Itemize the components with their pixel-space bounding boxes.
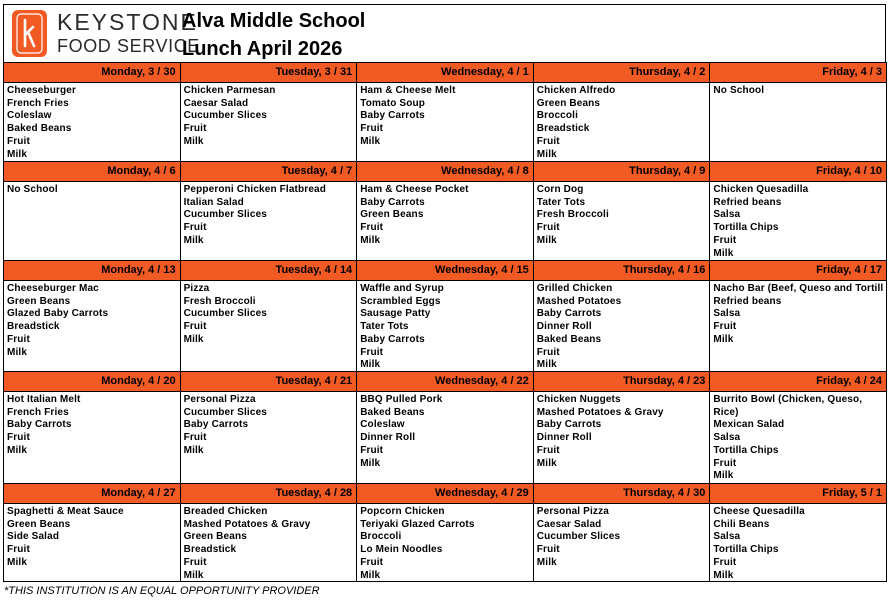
menu-item: Fruit	[183, 222, 207, 234]
menu-item: Breadstick	[183, 544, 237, 556]
menu-item: Coleslaw	[360, 419, 405, 431]
menu-item: Chicken Quesadilla	[713, 184, 809, 195]
day-header: Thursday, 4 / 23	[534, 372, 710, 392]
menu-items	[357, 83, 533, 149]
menu-items	[534, 504, 710, 570]
menu-item: Fruit	[713, 234, 737, 246]
day-cell	[710, 261, 887, 372]
menu-item: BBQ Pulled Pork	[360, 394, 443, 405]
menu-item: Caesar Salad	[536, 518, 602, 530]
day-header: Monday, 3 / 30	[4, 63, 180, 83]
menu-item: Milk	[360, 135, 381, 147]
keystone-logo-badge	[12, 10, 47, 57]
menu-items	[357, 281, 533, 372]
menu-item: Mexican Salad	[713, 419, 785, 431]
menu-item: Baked Beans	[536, 333, 602, 345]
day-header: Friday, 4 / 10	[710, 162, 886, 182]
menu-item: Refried beans	[713, 196, 782, 208]
day-header: Wednesday, 4 / 22	[357, 372, 533, 392]
menu-item: Fresh Broccoli	[536, 209, 609, 221]
menu-item: Green Beans	[7, 295, 71, 307]
day-header: Friday, 4 / 3	[710, 63, 886, 83]
k-letter-icon	[12, 10, 47, 57]
menu-item: Fruit	[536, 544, 560, 556]
menu-item: Italian Salad	[183, 196, 244, 208]
menu-item: Fruit	[360, 346, 384, 358]
menu-item: Broccoli	[536, 110, 579, 122]
menu-items	[4, 504, 180, 570]
menu-item: Fruit	[536, 135, 560, 147]
menu-item: Breaded Chicken	[183, 506, 268, 517]
day-cell	[181, 261, 358, 372]
day-header: Thursday, 4 / 16	[534, 261, 710, 281]
day-cell	[181, 162, 358, 261]
menu-item: Tortilla Chips	[713, 444, 779, 456]
day-header: Monday, 4 / 20	[4, 372, 180, 392]
menu-items	[710, 83, 886, 98]
menu-items	[534, 182, 710, 248]
menu-item: Chili Beans	[713, 518, 770, 530]
day-header: Monday, 4 / 6	[4, 162, 180, 182]
menu-item: Sausage Patty	[360, 308, 431, 320]
equal-opportunity-note: *THIS INSTITUTION IS AN EQUAL OPPORTUNITY PROVIDER	[4, 585, 320, 597]
menu-item: Cucumber Slices	[183, 308, 267, 320]
menu-header	[3, 4, 886, 62]
menu-item: Milk	[183, 444, 204, 456]
menu-item: Personal Pizza	[183, 394, 256, 405]
menu-item: Tortilla Chips	[713, 544, 779, 556]
menu-item: Pepperoni Chicken Flatbread	[183, 184, 327, 195]
menu-item: Spaghetti & Meat Sauce	[7, 506, 124, 517]
menu-item: Waffle and Syrup	[360, 283, 444, 294]
menu-item: Milk	[7, 556, 28, 568]
day-cell	[710, 372, 887, 484]
menu-item: Green Beans	[536, 97, 601, 109]
day-header: Monday, 4 / 27	[4, 484, 180, 504]
menu-item: Milk	[536, 234, 557, 246]
menu-item: Refried beans	[713, 295, 782, 307]
menu-item: Burrito Bowl (Chicken, Queso, Rice)	[713, 394, 863, 418]
menu-item: Tater Tots	[360, 321, 409, 333]
menu-items	[534, 281, 710, 372]
menu-item: Baby Carrots	[360, 110, 425, 122]
menu-items	[710, 392, 886, 483]
menu-item: Tomato Soup	[360, 97, 425, 109]
menu-item: Milk	[713, 333, 734, 345]
day-header: Tuesday, 4 / 21	[181, 372, 357, 392]
day-header: Wednesday, 4 / 29	[357, 484, 533, 504]
menu-item: Cheese Quesadilla	[713, 506, 805, 517]
menu-item: Side Salad	[7, 531, 60, 543]
menu-item: Tater Tots	[536, 196, 586, 208]
menu-item: Popcorn Chicken	[360, 506, 445, 517]
day-header: Tuesday, 4 / 28	[181, 484, 357, 504]
menu-item: Caesar Salad	[183, 97, 249, 109]
day-cell	[357, 372, 534, 484]
menu-item: Chicken Nuggets	[536, 394, 621, 405]
menu-items	[4, 83, 180, 161]
menu-item: Fruit	[713, 321, 737, 333]
menu-item: Baby Carrots	[183, 419, 249, 431]
menu-item: Cheeseburger Mac	[7, 283, 99, 294]
menu-item: Fruit	[536, 346, 560, 358]
menu-items	[181, 392, 357, 458]
menu-item: Fresh Broccoli	[183, 295, 256, 307]
menu-items	[181, 83, 357, 149]
menu-item: Fruit	[183, 556, 207, 568]
menu-item: Cucumber Slices	[536, 531, 621, 543]
menu-item: Pizza	[183, 283, 210, 294]
day-header: Monday, 4 / 13	[4, 261, 180, 281]
day-cell	[4, 484, 181, 582]
menu-items	[357, 182, 533, 248]
day-cell	[534, 372, 711, 484]
day-header: Wednesday, 4 / 8	[357, 162, 533, 182]
menu-item: Fruit	[536, 222, 560, 234]
day-cell	[534, 162, 711, 261]
menu-items	[357, 504, 533, 582]
menu-item: Baked Beans	[7, 123, 72, 135]
menu-item: Milk	[713, 470, 734, 482]
menu-item: Fruit	[360, 222, 384, 234]
menu-item: Milk	[183, 135, 204, 147]
day-cell	[4, 63, 181, 162]
menu-items	[181, 504, 357, 582]
menu-item: Breadstick	[7, 321, 60, 333]
menu-item: Baby Carrots	[536, 419, 602, 431]
menu-items	[4, 392, 180, 458]
menu-item: Green Beans	[360, 209, 424, 221]
menu-items	[710, 281, 886, 347]
menu-title: Lunch April 2026	[182, 38, 343, 60]
menu-item: Milk	[360, 569, 381, 581]
day-cell	[710, 162, 887, 261]
menu-item: Personal Pizza	[536, 506, 609, 517]
day-header: Thursday, 4 / 9	[534, 162, 710, 182]
day-header: Wednesday, 4 / 15	[357, 261, 533, 281]
menu-item: Teriyaki Glazed Carrots	[360, 518, 475, 530]
menu-item: Salsa	[713, 209, 741, 221]
day-cell	[181, 63, 358, 162]
lunch-calendar-grid	[3, 62, 887, 582]
menu-item: Milk	[536, 359, 557, 371]
logo-text-food-service: FOOD SERVICE	[57, 36, 200, 56]
menu-item: Lo Mein Noodles	[360, 544, 443, 556]
menu-item: No School	[7, 184, 58, 195]
day-cell	[181, 372, 358, 484]
menu-item: Broccoli	[360, 531, 402, 543]
day-header: Friday, 4 / 24	[710, 372, 886, 392]
menu-item: Salsa	[713, 308, 741, 320]
menu-item: Dinner Roll	[536, 321, 592, 333]
menu-item: Scrambled Eggs	[360, 295, 441, 307]
logo-text-keystone: KEYSTONE	[57, 9, 198, 35]
menu-item: Chicken Alfredo	[536, 85, 616, 96]
day-cell	[534, 261, 711, 372]
menu-items	[4, 281, 180, 359]
day-header: Thursday, 4 / 30	[534, 484, 710, 504]
menu-item: Fruit	[713, 457, 737, 469]
day-header: Tuesday, 3 / 31	[181, 63, 357, 83]
day-cell	[534, 484, 711, 582]
menu-item: Milk	[536, 556, 557, 568]
menu-item: Baby Carrots	[7, 419, 72, 431]
menu-item: Baby Carrots	[360, 196, 425, 208]
menu-item: Baby Carrots	[536, 308, 602, 320]
menu-item: Milk	[7, 444, 28, 456]
menu-item: Mashed Potatoes & Gravy	[183, 518, 311, 530]
day-cell	[710, 484, 887, 582]
menu-item: Corn Dog	[536, 184, 584, 195]
menu-item: Milk	[536, 457, 557, 469]
menu-item: Fruit	[183, 321, 207, 333]
day-cell	[710, 63, 887, 162]
menu-item: Ham & Cheese Pocket	[360, 184, 469, 195]
menu-item: Milk	[536, 148, 557, 160]
menu-items	[181, 281, 357, 347]
day-cell	[357, 484, 534, 582]
menu-item: Milk	[183, 333, 204, 345]
menu-item: Nacho Bar (Beef, Queso and Tortill	[713, 283, 884, 294]
menu-item: Salsa	[713, 432, 741, 444]
day-cell	[4, 162, 181, 261]
menu-item: Fruit	[183, 432, 207, 444]
menu-item: Hot Italian Melt	[7, 394, 81, 405]
menu-item: Fruit	[360, 123, 384, 135]
menu-item: Milk	[360, 234, 381, 246]
menu-item: Milk	[7, 148, 28, 160]
menu-item: Fruit	[7, 135, 30, 147]
menu-item: Cucumber Slices	[183, 209, 267, 221]
day-cell	[534, 63, 711, 162]
menu-item: Ham & Cheese Melt	[360, 85, 456, 96]
menu-item: Milk	[183, 234, 204, 246]
menu-item: Cheeseburger	[7, 85, 77, 96]
menu-item: Fruit	[360, 556, 384, 568]
menu-item: Milk	[360, 457, 381, 469]
menu-item: Salsa	[713, 531, 741, 543]
day-header: Tuesday, 4 / 14	[181, 261, 357, 281]
menu-item: Breadstick	[536, 123, 590, 135]
day-cell	[4, 261, 181, 372]
day-header: Thursday, 4 / 2	[534, 63, 710, 83]
menu-item: Green Beans	[183, 531, 247, 543]
day-header: Friday, 4 / 17	[710, 261, 886, 281]
menu-item: Mashed Potatoes & Gravy	[536, 406, 664, 418]
menu-items	[710, 182, 886, 260]
day-cell	[357, 261, 534, 372]
menu-items	[4, 182, 180, 197]
menu-item: Fruit	[7, 432, 30, 444]
day-cell	[357, 63, 534, 162]
menu-item: Milk	[713, 247, 734, 259]
menu-item: Fruit	[183, 123, 207, 135]
menu-item: Grilled Chicken	[536, 283, 613, 294]
day-cell	[4, 372, 181, 484]
menu-item: Dinner Roll	[536, 432, 592, 444]
menu-item: Milk	[7, 346, 28, 358]
menu-item: Fruit	[7, 333, 30, 345]
menu-item: No School	[713, 85, 765, 96]
menu-items	[181, 182, 357, 248]
menu-item: Milk	[183, 569, 204, 581]
menu-item: Baby Carrots	[360, 333, 425, 345]
menu-item: Cucumber Slices	[183, 110, 267, 122]
menu-item: French Fries	[7, 406, 69, 418]
menu-item: Mashed Potatoes	[536, 295, 622, 307]
menu-item: Fruit	[536, 444, 560, 456]
menu-item: Fruit	[7, 544, 30, 556]
menu-item: Green Beans	[7, 518, 71, 530]
day-header: Tuesday, 4 / 7	[181, 162, 357, 182]
menu-item: Chicken Parmesan	[183, 85, 276, 96]
menu-item: Glazed Baby Carrots	[7, 308, 109, 320]
menu-item: Dinner Roll	[360, 432, 416, 444]
menu-items	[534, 392, 710, 470]
menu-item: Coleslaw	[7, 110, 52, 122]
menu-items	[534, 83, 710, 161]
day-header: Friday, 5 / 1	[710, 484, 886, 504]
school-name: Alva Middle School	[182, 10, 366, 32]
menu-item: Milk	[360, 359, 381, 371]
menu-item: Cucumber Slices	[183, 406, 267, 418]
menu-items	[357, 392, 533, 470]
day-cell	[181, 484, 358, 582]
menu-item: Fruit	[713, 556, 737, 568]
day-cell	[357, 162, 534, 261]
menu-item: Milk	[713, 569, 734, 581]
menu-item: French Fries	[7, 97, 69, 109]
menu-item: Tortilla Chips	[713, 222, 779, 234]
menu-item: Baked Beans	[360, 406, 425, 418]
menu-item: Fruit	[360, 444, 384, 456]
menu-items	[710, 504, 886, 582]
day-header: Wednesday, 4 / 1	[357, 63, 533, 83]
